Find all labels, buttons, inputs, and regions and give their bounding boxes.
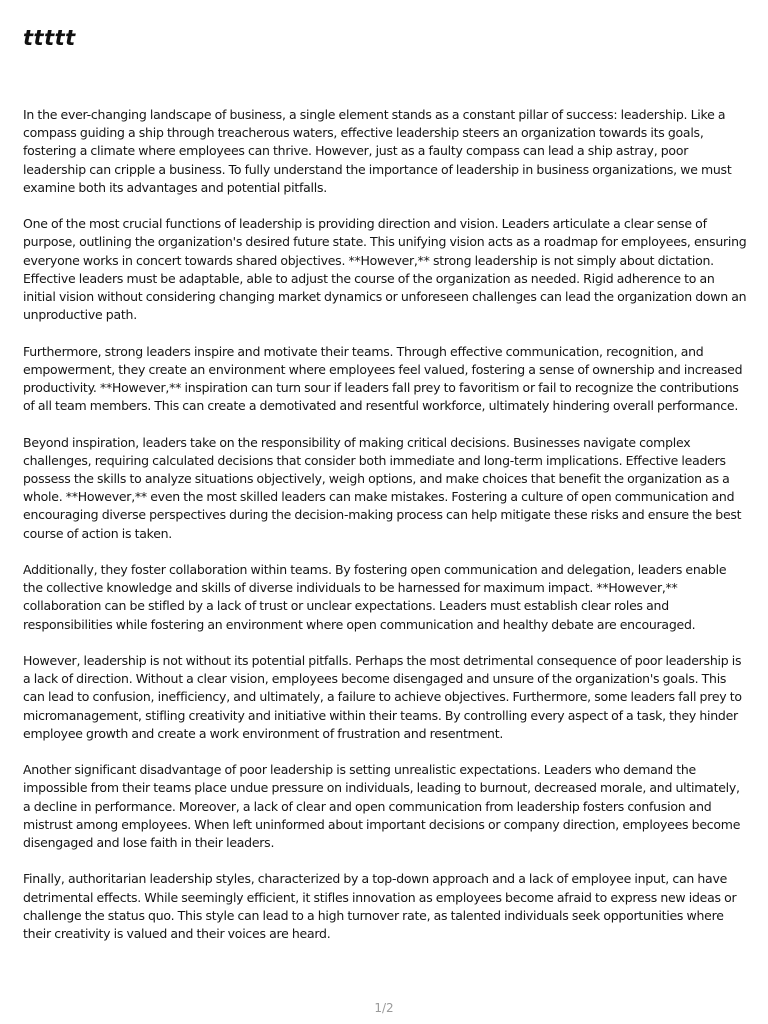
paragraph-collaboration: Additionally, they foster collaboration within teams. By fostering open communication and delegation, leaders enable the collective knowledge and skills of diverse individuals to be harnessed for maximum impact. **However,** collaboration can be stifled by a lack of trust or unclear expectations. Leaders must establish clear roles and responsibilities while fostering an environment where open communication and healthy debate are encouraged. [23, 562, 727, 632]
paragraph-unrealistic-expectations: Another significant disadvantage of poor leadership is setting unrealistic expectations. Leaders who demand the impossible from their teams place undue pressure on individuals, leading to burnout, decreased morale, and ultimately, a decline in performance. Moreover, a lack of clear and open communication from leadership fosters confusion and mistrust among employees. When left uninformed about important decisions or company direction, employees become disengaged and lose faith in their leaders. [23, 762, 741, 851]
document-body [23, 106, 749, 961]
document-title: ttttt [23, 26, 76, 50]
paragraph-pitfalls: However, leadership is not without its potential pitfalls. Perhaps the most detrimental consequence of poor leadership is a lack of direction. Without a clear vision, employees become disengaged and unsure of the organization's goals. This can lead to confusion, inefficiency, and ultimately, a failure to achieve objectives. Furthermore, some leaders fall prey to micromanagement, stifling creativity and initiative within their teams. By controlling every aspect of a task, they hinder employee growth and create a work environment of frustration and resentment. [23, 653, 742, 741]
paragraph-authoritarian: Finally, authoritarian leadership styles, characterized by a top-down approach and a lack of employee input, can have detrimental effects. While seemingly efficient, it stifles innovation as employees become afraid to express new ideas or challenge the status quo. This style can lead to a high turnover rate, as talented individuals seek opportunities where their creativity is valued and their voices are heard. [23, 871, 737, 942]
paragraph-decisions: Beyond inspiration, leaders take on the responsibility of making critical decisions. Businesses navigate complex challenges, requiring calculated decisions that consider both immediate and long-term implications. Effective leaders possess the skills to analyze situations objectively, weigh options, and make choices that benefit the organization as a whole. **However,** even the most skilled leaders can make mistakes. Fostering a culture of open communication and encouraging diverse perspectives during the decision-making process can help mitigate these risks and ensure the best course of action is taken. [23, 434, 742, 541]
paragraph-inspire-motivate: Furthermore, strong leaders inspire and motivate their teams. Through effective communication, recognition, and empowerment, they create an environment where employees feel valued, fostering a sense of ownership and increased productivity. **However,** inspiration can turn sour if leaders fall prey to favoritism or fail to recognize the contributions of all team members. This can create a demotivated and resentful workforce, ultimately hindering overall performance. [23, 343, 743, 414]
paragraph-intro: In the ever-changing landscape of business, a single element stands as a constant pillar of success: leadership. Like a compass guiding a ship through treacherous waters, effective leadership steers an organization towards its goals, fostering a climate where employees can thrive. However, just as a faulty compass can lead a ship astray, poor leadership can cripple a business. To fully understand the importance of leadership in business organizations, we must examine both its advantages and potential pitfalls. [23, 107, 732, 195]
page-number: 1/2 [374, 1001, 394, 1015]
paragraph-direction-vision: One of the most crucial functions of leadership is providing direction and vision. Leaders articulate a clear sense of purpose, outlining the organization's desired future state. This unifying vision acts as a roadmap for employees, ensuring everyone works in concert towards shared objectives. **However,** strong leadership is not simply about dictation. Effective leaders must be adaptable, able to adjust the course of the organization as needed. Rigid adherence to an initial vision without considering changing market dynamics or unforeseen challenges can lead the organization down an unproductive path. [23, 216, 747, 323]
